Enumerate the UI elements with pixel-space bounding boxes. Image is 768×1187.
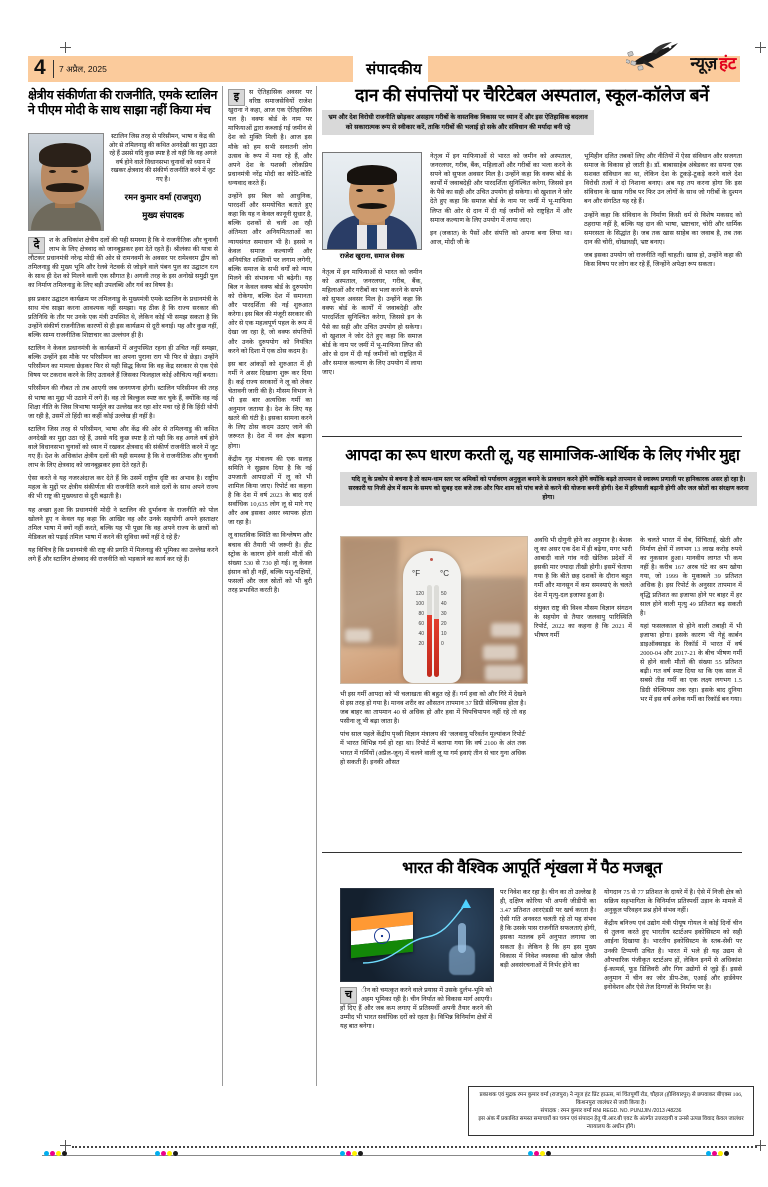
main-photo-caption: राजेश खुराना, समाज सेवक bbox=[339, 253, 405, 260]
upward-arrow-icon bbox=[461, 899, 471, 908]
paragraph: ऐसा करते वे यह नजरअंदाज कर देते हैं कि उसमें राष्ट्रीय दृष्टि का अभाव है। राष्ट्रीय महत्व के मुद्दों पर क्षेत्रीय संकीर्णता की राजनीति करने वाले दलों के साथ अपने राज्य की भी राष्ट्र की मुख्यधारा से दूरी बढ़ाती है। bbox=[28, 475, 218, 501]
background-car bbox=[483, 645, 517, 660]
tick-label: 20 bbox=[418, 641, 424, 647]
bottom-trim-rule bbox=[42, 1155, 722, 1156]
hand-pointer-icon bbox=[447, 923, 477, 975]
column-rule-2 bbox=[316, 86, 317, 1086]
crop-mark-bottom-left bbox=[60, 1140, 71, 1151]
tick-label: 100 bbox=[415, 601, 424, 607]
thermometer-c-ticks bbox=[441, 589, 455, 649]
paragraph bbox=[28, 236, 218, 291]
tick-label: 0 bbox=[441, 641, 444, 647]
crop-mark-top-left bbox=[60, 42, 71, 53]
photo-eye-left bbox=[49, 170, 56, 173]
india-flag-graph-photo bbox=[340, 888, 494, 982]
paragraph: इस प्रकार उद्घाटन कार्यक्रम पर तमिलनाडु के मुख्यमंत्री एमके स्टालिन के प्रधानमंत्री के साथ मंच साझा करना आवश्यक नहीं समझा। यह ठीक है कि राज्य सरकार की प्रतिनिधि के तौर पर उनके एक मंत्री उपस्थित थे, लेकिन कोई भी समझ सकता है कि उन्होंने संकीर्ण राजनीतिक कारणों से ही इस कार्यक्रम से दूरी बनाई। यह और कुछ नहीं, बल्कि साम्य राजनीतिक शिष्टाचार का उल्लंघन ही है। bbox=[28, 295, 218, 339]
column-rule-1 bbox=[222, 86, 223, 1086]
paragraph: इस बार आंकड़ों को शुरुआत में ही गर्मी ने असर दिखाना शुरू कर दिया है। कई राज्य सरकारों ने लू को लेकर चेतावनी जारी की है। मौसम विभाग ने भी इस बार अत्यधिक गर्मी का अनुमान जताया है। देश के लिए यह खतरे की घंटी है। इसका सामना करने के लिए ठोस कदम उठाए जाने की जरूरत है। देश में वन क्षेत्र बढ़ाना होगा। bbox=[228, 360, 312, 450]
photo-mustache bbox=[46, 183, 84, 192]
tick-label: 120 bbox=[415, 591, 424, 597]
paragraph: भूमिहीन दलित तबकों लिए और नीतियों में ऐसा संविधान और सजगता समाज के विकास हो जाती है। डॉ. बाबासाहेब अंबेडकर का सपना एक सशक्त संविधान का था, लेकिन देश के टूकड़े-टूकड़े करने वाले देश विरोधी तत्वों ने दो निशाना बनाए। अब यह तय करना होगा कि इस संविधान के खास गरीब पर फिर उन लोगों के साथ जो गरीबों के दुश्मन बन और संगठित यह रहे हैं। bbox=[584, 153, 742, 206]
left-article-body bbox=[28, 236, 218, 1016]
hand-finger bbox=[458, 923, 466, 953]
dotted-trim-rule bbox=[72, 1146, 757, 1150]
main-article-column-1 bbox=[430, 152, 572, 430]
dropcap-left-article: दे bbox=[28, 237, 45, 254]
paragraph: लू वास्तविक स्थिति का विश्लेषण और बचाव की तैयारी भी जरूरी है। हीट स्ट्रोक के कारण होने वाली मौतों की संख्या 530 से 730 हो गई। लू केवल इंसान को ही नहीं, बल्कि पशु-पक्षियों, फसलों और जल स्रोतों को भी बुरी तरह प्रभावित करती है। bbox=[228, 532, 312, 594]
heat-article-headline: आपदा का रूप धारण करती लू, यह सामाजिक-आर्थिक के लिए गंभीर मुद्दा bbox=[345, 447, 740, 464]
publication-date: 7 अप्रैल, 2025 bbox=[59, 64, 107, 74]
logo-text-secondary: हंट bbox=[719, 54, 736, 73]
imprint-legal-line: इस अंक में प्रकाशित समस्त समाचारों का चयन एवं संपादन हेतु पी.आर.बी एवट के अंतर्गत उत्तरदायी व उनसे उत्पन्न विवाद केवल जालंधर न्यायालय के अधीन होंगे। bbox=[478, 1116, 744, 1130]
paragraph: नेतृत्व में इन माफियाओं से भारत को जमीन को अस्पताल, जनरलघर, गरीब, बैंक, महिलाओं और गरीबों का भला करने के सपने को सुफल अवसर मिल है। उन्होंने कहा कि वक्फ बोर्ड के कार्यों में जवाबदेही और पारदर्शिता सुनिश्चित करेगा, जिससे इन के पैसे का सही और उचित उपयोग हो सकेगा। वो खुशाल ने जोर देते हुए कहा कि समाज बोर्ड के नाम पर जमीं में भू-माफिया लिप्त की ओर से दान में दी गई जमीनों को राष्ट्रहित में और समाज कल्याण के लिए उपयोग में लाया जाए। bbox=[430, 153, 572, 224]
paragraph: के चलते भारत में सेब, सिंचिताई, खेती और निर्माण क्षेत्रों में लगभग 13 लाख करोड़ रुपये का नुकसान हुआ। मानवीय लागत भी कम नहीं है। करीब 167 अरब घंटे का श्रम खोया गया, जो 1999 के मुकाबले 39 प्रतिशत अधिक है। इस रिपोर्ट के अनुसार तापमान में वृद्धि प्रतिशत का इजाफा होने पर बाहर में हर साल होने वाली मृत्यु 49 प्रतिशत बढ़ सकती है। bbox=[640, 537, 742, 617]
photo-tie bbox=[367, 225, 377, 249]
left-article-pullquote: स्टालिन जिस तरह से परिसीमन, भाषा व केंद्र की ओर से तमिलनाडु की कथित अनदेखी का मुद्दा उठा रहे हैं उससे यदि कुछ स्पष्ट है तो यही कि वह अगले वर्ष होने वाले विधानसभा चुनावों को ध्यान में रखकर क्षेत्रवाद की संकीर्ण राजनीति करने में जुट गए है। bbox=[108, 133, 218, 183]
paragraph: उन्होंने कहा कि संविधान के निर्माण किसी धर्म से विशेष मकसद को ठहराया नहीं है, बल्कि यह दान की भाषा, भ्रष्टाचार, चोरी और धार्मिक समरसता के सिद्धांत है। जब तक खास साहेब का जवाब है, तब तक दान की चोरी, धोखाधड़ी, भ्रष्ट बनाए। bbox=[584, 211, 742, 246]
paragraph: पर निवेश कर रहा है। चीन का तो उल्लेख है ही, दक्षिण कोरिया भी अपनी जीडीपी का 3.47 प्रतिशत आरएंडडी पर खर्च करता है। ऐसी गति अनवरत चलती रहे तो यह संभव है कि उसके पास राजनीति सफलताएं होगी, इसका मतलब हमें अनुपात लगाया जा सकता है। लेकिन है कि हम इस मुख्य विकास में निवेश व्यवस्था की खोज जैसी बड़ी अवसंरचनाओं में निर्भर होने का bbox=[500, 889, 596, 969]
heat-article-column-2 bbox=[534, 536, 632, 836]
thermometer bbox=[403, 551, 461, 683]
logo-text-primary: न्यूज़ bbox=[690, 54, 717, 73]
imprint-rni-number: RNI REGD. NO. PUNJJIN /2013 /48236 bbox=[592, 1108, 682, 1114]
background-car bbox=[491, 623, 521, 637]
main-article-column-0 bbox=[322, 268, 422, 430]
social-worker-photo bbox=[322, 152, 422, 250]
registration-dots-5 bbox=[706, 1151, 729, 1156]
paragraph: यहां फसलकाल से होने वाली तबाही में भी इजाफा होगा। इसके कारण भी गेहूं कार्बन डाइऑक्साइड के रिकॉर्ड में भारत में वर्ष 2000-04 और 2017-21 के बीच भीषण गर्मी से होने वाली मौतों की संख्या 55 प्रतिशत बढ़ी। गत वर्ष स्पष्ट दिया था कि एक साल में सबसे तीव्र गर्मी का एक लक्ष्य लगभग 1.5 डिग्री सेल्सियस तक रहा। इसके बाद दुनिया भर में इस वर्ष अनेक गर्मी का रिकॉर्ड बन गया। bbox=[640, 622, 742, 703]
paragraph: पांच साल पहले केंद्रीय पृथ्वी विज्ञान मंत्रालय की 'जलवायु परिवर्तन मूल्यांकन रिपोर्ट' में भारत विभिन्न गर्म हो रहा था। रिपोर्ट में बताया गया कि वर्ष 2100 के अंत तक भारत में गर्मियों (अप्रैल-जून) में चलने वाली लू या गर्म हवाएं तीन से चार गुना अधिक हो सकती हैं। इनकी औसत bbox=[340, 731, 526, 766]
editor-role: मुख्य संपादक bbox=[142, 210, 184, 220]
photo-hair bbox=[347, 165, 397, 185]
photo-eye-left bbox=[356, 189, 363, 192]
imprint-editor-line bbox=[474, 1107, 748, 1115]
heat-article-subheadline: यदि लू के प्रकोप से बचना है तो काम-धाम स्तर पर श्रमिकों को पर्यावरण अनुकूल बनाने के प्रावधान करने होंगे क्योंकि बढ़ते तापमान से स्वास्थ्य प्रणाली पर हानिकारक असर हो रहा है। सरकारी या निजी क्षेत्र में काम के समय को सुबह दस बजे तक और फिर शाम को पांच बजे से करने की योजना बननी होगी। देश में हरियाली बढ़ानी होगी और जल स्रोतों का संरक्षण करना होगा। bbox=[340, 472, 757, 506]
supply-article-headline: भारत की वैश्विक आपूर्ति शृंखला में पैठ मजबूत bbox=[402, 860, 662, 877]
masthead-divider bbox=[53, 60, 54, 78]
thermometer-fahrenheit-label: °F bbox=[412, 569, 421, 578]
paragraph: यह अच्छा हुआ कि प्रधानमंत्री मोदी ने स्टालिन की दुर्भावना के राजनीति को पोल खोलने हुए न केवल यह कहा कि आखिर वह और उनके सहयोगी अपने हस्ताक्षर तमिल भाषा में क्यों नहीं करते, बल्कि यह भी पूछा कि वह अपने राज्य के छात्रों को मेडिकल को पढ़ाई तमिल भाषा में करने की सुविधा क्यों नहीं दे रहे हैं? bbox=[28, 506, 218, 541]
paragraph: नेतृत्व में इन माफियाओं से भारत को जमीन को अस्पताल, जनरलघर, गरीब, बैंक, महिलाओं और गरीबों का भला करने के सपने को सुफल अवसर मिल है। उन्होंने कहा कि वक्फ बोर्ड के कार्यों में जवाबदेही और पारदर्शिता सुनिश्चित करेगा, जिससे इन के पैसे का सही और उचित उपयोग हो सकेगा। वो खुशाल ने जोर देते हुए कहा कि समाज बोर्ड के नाम पर जमीं में भू-माफिया लिप्त की ओर से दान में दी गई जमीनों को राष्ट्रहित में और समाज कल्याण के लिए उपयोग में लाया जाए। bbox=[322, 269, 422, 377]
paragraph: केंद्रीय बनिज्य एवं उद्योग मंत्री पीयूष गोयल ने कोई दिनों चीन से तुलना करते हुए भारतीय स्टार्टअप इकोसिस्टम को सही आईना दिखाया है। भारतीय इकोसिस्टम के स्तब-सेवी पर उनकी टिप्पणी उचित है। भारत में भले ही यह उद्यम से औपचारिक पंजीकृत स्टार्टअप हों, लेकिन इनमें से अधिकांश ई-कामर्स, फूड डिलिवरी और गिग उद्योगों से जुड़े हैं। इससे अनुमान में चीन का जोर डीप-टेक, एआई और हार्डवेयर इनोवेशन और ऐसे तेज दिग्गजों के निर्माण पर है। bbox=[604, 920, 742, 991]
main-article-headline: दान की संपत्तियों पर चैरिटेबल अस्पताल, स्कूल-कॉलेज बनें bbox=[355, 85, 709, 105]
paragraph: इन (जकात) के पैसों और संपत्ति को अपना बना लिया था। आज, मोदी जी के bbox=[430, 229, 572, 246]
newspaper-logo[interactable] bbox=[560, 44, 740, 84]
tick-label: 60 bbox=[418, 621, 424, 627]
page-number: 4 bbox=[34, 56, 46, 79]
paragraph: यह विचित्र है कि प्रधानमंत्री की राष्ट्र की प्रगति में मिलनाडु की भूमिका का उल्लेख करने लगे हैं और स्टालिन क्षेत्रवाद की राजनीति को भड़काने का कार्य कर रहे हैं। bbox=[28, 546, 218, 563]
imprint-publisher-line: प्रकाशक एवं मुद्रक रमन कुमार वर्मा (राजपुरा) ने न्यूज हंट प्रिंट हाऊस, मां चिंतपूर्णी रोड, चौहाल (होशियारपुर) से छपवाकर बीएक्स 106, किशनपुरा जालंधर से जारी किया है। bbox=[479, 1092, 743, 1106]
supply-article-column-3 bbox=[604, 888, 742, 1082]
photo-hair bbox=[39, 143, 91, 167]
paragraph bbox=[228, 88, 312, 188]
imprint-box bbox=[468, 1086, 754, 1136]
paragraph: उन्होंने इस बिल को आधुनिक, पारदर्शी और समयोचित बताते हुए कहा कि यह न केवल कानूनी सुधार है, बल्कि दशकों से चली आ रही अंतिमता और अनियमितताओं का न्यायसंगत समाधान भी है। इससे न केवल समाज कल्याणी और अनियंत्रित शक्तियों पर लगाम लगेगी, बल्कि समाज के सभी वर्गों को न्याय मिलने की संभावना भी बढ़ेगी। यह बिल न केवल वक्फ बोर्ड के दुरुपयोग को रोकेगा, बल्कि देश में समानता और पारदर्शिता की नई शुरुआत करेगा। इस बिल की मंजूरी सरकार की ओर से एक महत्वपूर्ण पहल के रूप में देखा जा रहा है, जो वक्फ संपत्तियों और उनके दुरुपयोग को नियंत्रित करने को दिशा में एक ठोस कदम है। bbox=[228, 193, 312, 355]
thermometer-tube-celsius bbox=[434, 585, 439, 677]
crop-mark-top-right bbox=[755, 42, 766, 53]
photo-mustache bbox=[357, 203, 387, 209]
supply-article-column-2 bbox=[500, 888, 596, 1082]
paragraph: स्टालिन ने केवल प्रधानमंत्री के कार्यक्रमों में अनुपस्थित रहना ही उचित नहीं समझा, बल्कि उन्होंने इस मौके पर परिसीमन का अपना पुराना राग भी फिर से छेड़ा। उन्होंने परिसीमन का मामला छेड़कर फिर से यही सिद्ध किया कि वह केंद्र सरकार से एक ऐसे विषय पर टकराव करने के लिए उतावले हैं जिसका फिलहाल कोई औचित्य नहीं बनता। bbox=[28, 345, 218, 380]
editor-photo bbox=[28, 133, 104, 231]
tick-label: 80 bbox=[418, 611, 424, 617]
imprint-editor-label: संपादक : रमन कुमार वर्मा bbox=[540, 1108, 592, 1114]
tick-label: 30 bbox=[441, 611, 447, 617]
section-title: संपादकीय bbox=[365, 61, 423, 78]
registration-dots-3 bbox=[340, 1151, 363, 1156]
registration-dots-1 bbox=[44, 1151, 67, 1156]
left-article-headline: क्षेत्रीय संकीर्णता की राजनीति, एमके स्टालिन ने पीएम मोदी के साथ साझा नहीं किया मंच bbox=[28, 88, 218, 117]
paragraph: संयुक्त राष्ट्र की विश्व मौसम विज्ञान संगठन के सहयोग से तैयार जलवायु पारिस्थिति रिपोर्ट, 2022 का कहना है कि 2021 में भीषण गर्मी bbox=[534, 604, 632, 639]
main-article-subheadline: भ्रम और देश विरोधी राजनीति छोड़कर असहाय गरीबों के वास्तविक विकास पर ध्यान दें और इस ऐतिहासिक बदलाव को सकारात्मक रूप से स्वीकार करें, ताकि गरीबों की भलाई हो सके और संविधान की मर्यादा बनी रहे bbox=[322, 110, 594, 135]
paragraph: केंद्रीय गृह मंत्रालय की एक सलाह समिति ने सुझाव दिया है कि नई उपजाती आपदाओं में लू को भी शामिल किया जाए। रिपोर्ट का कहना है कि देश में वर्ष 2023 के बाद दर्ज सर्वाधिक 10,635 लोग लू से मारे गए और अब इसका असर व्यापक होता जा रहा है। bbox=[228, 455, 312, 527]
dropcap-supply-article: च bbox=[340, 987, 357, 1004]
main-article-column-2 bbox=[584, 152, 742, 430]
paragraph-text: ीन को चमत्कृत करने वाले प्रयास में उसके दुर्लभ-भूमि को अहम भूमिका रही है। चीन निर्यात को विकास मार्ग आएगी। हाँ दिए हैं और जब कम लगाए में प्रतिस्पर्धी अपनी तैयार करने की उम्मीद भी भारत सर्वाधिक दरों को रहता है। विभिन्न विनिर्माण क्षेत्रों में यह बात बनेगा। bbox=[340, 987, 492, 1031]
thermometer-dot bbox=[430, 558, 433, 561]
paragraph bbox=[340, 986, 492, 1031]
logo-wordmark bbox=[690, 55, 736, 73]
photo-eye-right bbox=[377, 189, 384, 192]
thermometer-f-ticks bbox=[409, 589, 424, 649]
paragraph-text: श के अधिकांश क्षेत्रीय दलों की यही समस्या है कि वे राजनीतिक और चुनावी लाभ के लिए क्षेत्रवाद को जानबूझकर हवा देते रहते हैं। श्रीलंका की यात्रा से लौटकर प्रधानमंत्री नरेन्द्र मोदी की ओर से रामनवमी के अवसर पर रामेश्वरम द्वीप को तमिलनाडु की मुख्य भूमि और रेलवे नेटवर्क से जोड़ने वाले पंबन पुल का उद्घाटन रत्न के साथ ही देश को मिलने वाली एक सौगात है। अगली तरह के इस अनोखे समुद्री पुल का निर्माण तमिलनाडु के लिए बड़ी उपलब्धि और गर्व का विषय है। bbox=[28, 237, 218, 290]
paragraph: स्टालिन जिस तरह से परिसीमन, भाषा और केंद्र की ओर से तमिलनाडु की कथित अनदेखी का मुद्दा उठा रहे हैं, उससे यदि कुछ स्पष्ट है तो यही कि वह अगले वर्ष होने वाले विधानसभा चुनावों को ध्यान में रखकर क्षेत्रवाद की संकीर्ण राजनीति करने में जुट गए हैं। देश के अधिकांश क्षेत्रीय दलों की यही समस्या है कि वे राजनीतिक और चुनावी लाभ के लिए क्षेत्रवाद को जानबूझकर हवा देते रहते हैं। bbox=[28, 425, 218, 470]
paragraph: परिसीमन की नौबत तो तब आएगी जब जनगणना होगी। स्टालिन परिसीमन की तरह से भाषा का मुद्दा भी उठाने में लगे हैं। वह तो बिल्कुल स्पष्ट कर चुके हैं, क्योंकि वह नई शिक्षा नीति के जिस त्रिभाषा फार्मूले का उल्लेख कर रहा शोर मचा रहे हैं कि हिंदी थोपी जा रही है, उसमें तो हिंदी का कहीं कोई उल्लेख ही नहीं है। bbox=[28, 385, 218, 420]
section-divider-heat bbox=[322, 436, 742, 437]
heat-article-column-1 bbox=[340, 690, 526, 836]
thermometer-photo bbox=[340, 536, 528, 684]
tick-label: 40 bbox=[418, 631, 424, 637]
heat-article-gutter-text bbox=[322, 536, 336, 826]
registration-dots-2 bbox=[155, 1151, 178, 1156]
paragraph: अवधि भी दोगुनी होने का अनुमान है। बेशक लू का असर एक देश में ही बढ़ेगा, मगर भारी आबादी वाले गांव नदी खेतिक प्रदेशों में इसकी मार ज्यादा तीखी होगी। इसमें चेताया गया है कि बीते छह दशकों के दौरान बहुत गर्मी और मानसून में कम समस्याएं के चलते देश में मृत्यु-दल इजाफा हुआ है। bbox=[534, 537, 632, 599]
dropcap-column-two: इ bbox=[228, 89, 245, 106]
background-car bbox=[345, 629, 371, 642]
tick-label: 10 bbox=[441, 631, 447, 637]
tick-label: 40 bbox=[441, 601, 447, 607]
second-column-body bbox=[228, 88, 312, 1088]
supply-article-gutter bbox=[322, 888, 336, 1078]
editor-byline: रमन कुमार वर्मा (राजपुरा) bbox=[124, 192, 202, 202]
photo-eye-right bbox=[71, 170, 78, 173]
background-car bbox=[485, 665, 523, 681]
paragraph: योगदान 75 से 77 प्रतिशत के दायरे में है। ऐसे में निजी क्षेत्र को सक्रिय सहभागिता के विनिर्माण प्रतिस्पर्धी उड़ान के मामले में अनुकूल परिवहन प्रश्न होने संभव नहीं। bbox=[604, 889, 742, 915]
tick-label: 20 bbox=[441, 621, 447, 627]
thermometer-tube-fahrenheit bbox=[427, 585, 432, 677]
masthead bbox=[28, 56, 740, 82]
paragraph-text: स ऐतिहासिक अवसर पर वरिष्ठ समाजसेवियों राजेश खुराना ने कहा, आज एक ऐतिहासिक पल है। वक्फ बोर्ड के नाम पर माफियाओं द्वारा कब्जाई गई जमीन से देश को मुक्ति मिली है। आज इस मौके को हम सभी सनातनी लोग उत्सव के रूप में मना रहे हैं, और अपने देश के यशस्वी लोकप्रिय प्रधानमंत्री नरेंद्र मोदी का कोटि-कोटि धन्यवाद करते हैं। bbox=[228, 89, 312, 187]
paragraph: जब इसका उपयोग जो राजनीति नहीं चाहती। खास हो, उन्होंने कहा की किस विषय पर लोग कर रहे हैं, जिन्होंने अपेक्षा रूप सकता। bbox=[584, 251, 742, 269]
thermometer-celsius-label: °C bbox=[440, 569, 449, 578]
registration-dots-4 bbox=[528, 1151, 551, 1156]
heat-article-column-3 bbox=[640, 536, 742, 836]
supply-article-column-1 bbox=[340, 986, 492, 1082]
paragraph: भी इस गर्मी आपदा को भी चलाखता की बहुत रहे हैं। गर्म हवा को और गिरे में देखने से इस तरह हो गया है। मानव शरीर का औसतन तापमान 37 डिग्री सेल्सियस होता है। जब बाहर का तापमान 40 से अधिक हो और हवा में चिपचिपापन नहीं रहे तो वह पसीना लू भी बढ़ा जाता है। bbox=[340, 691, 526, 726]
hawk-logo-icon bbox=[626, 40, 684, 74]
section-divider-supply bbox=[322, 852, 742, 853]
tick-label: 50 bbox=[441, 591, 447, 597]
